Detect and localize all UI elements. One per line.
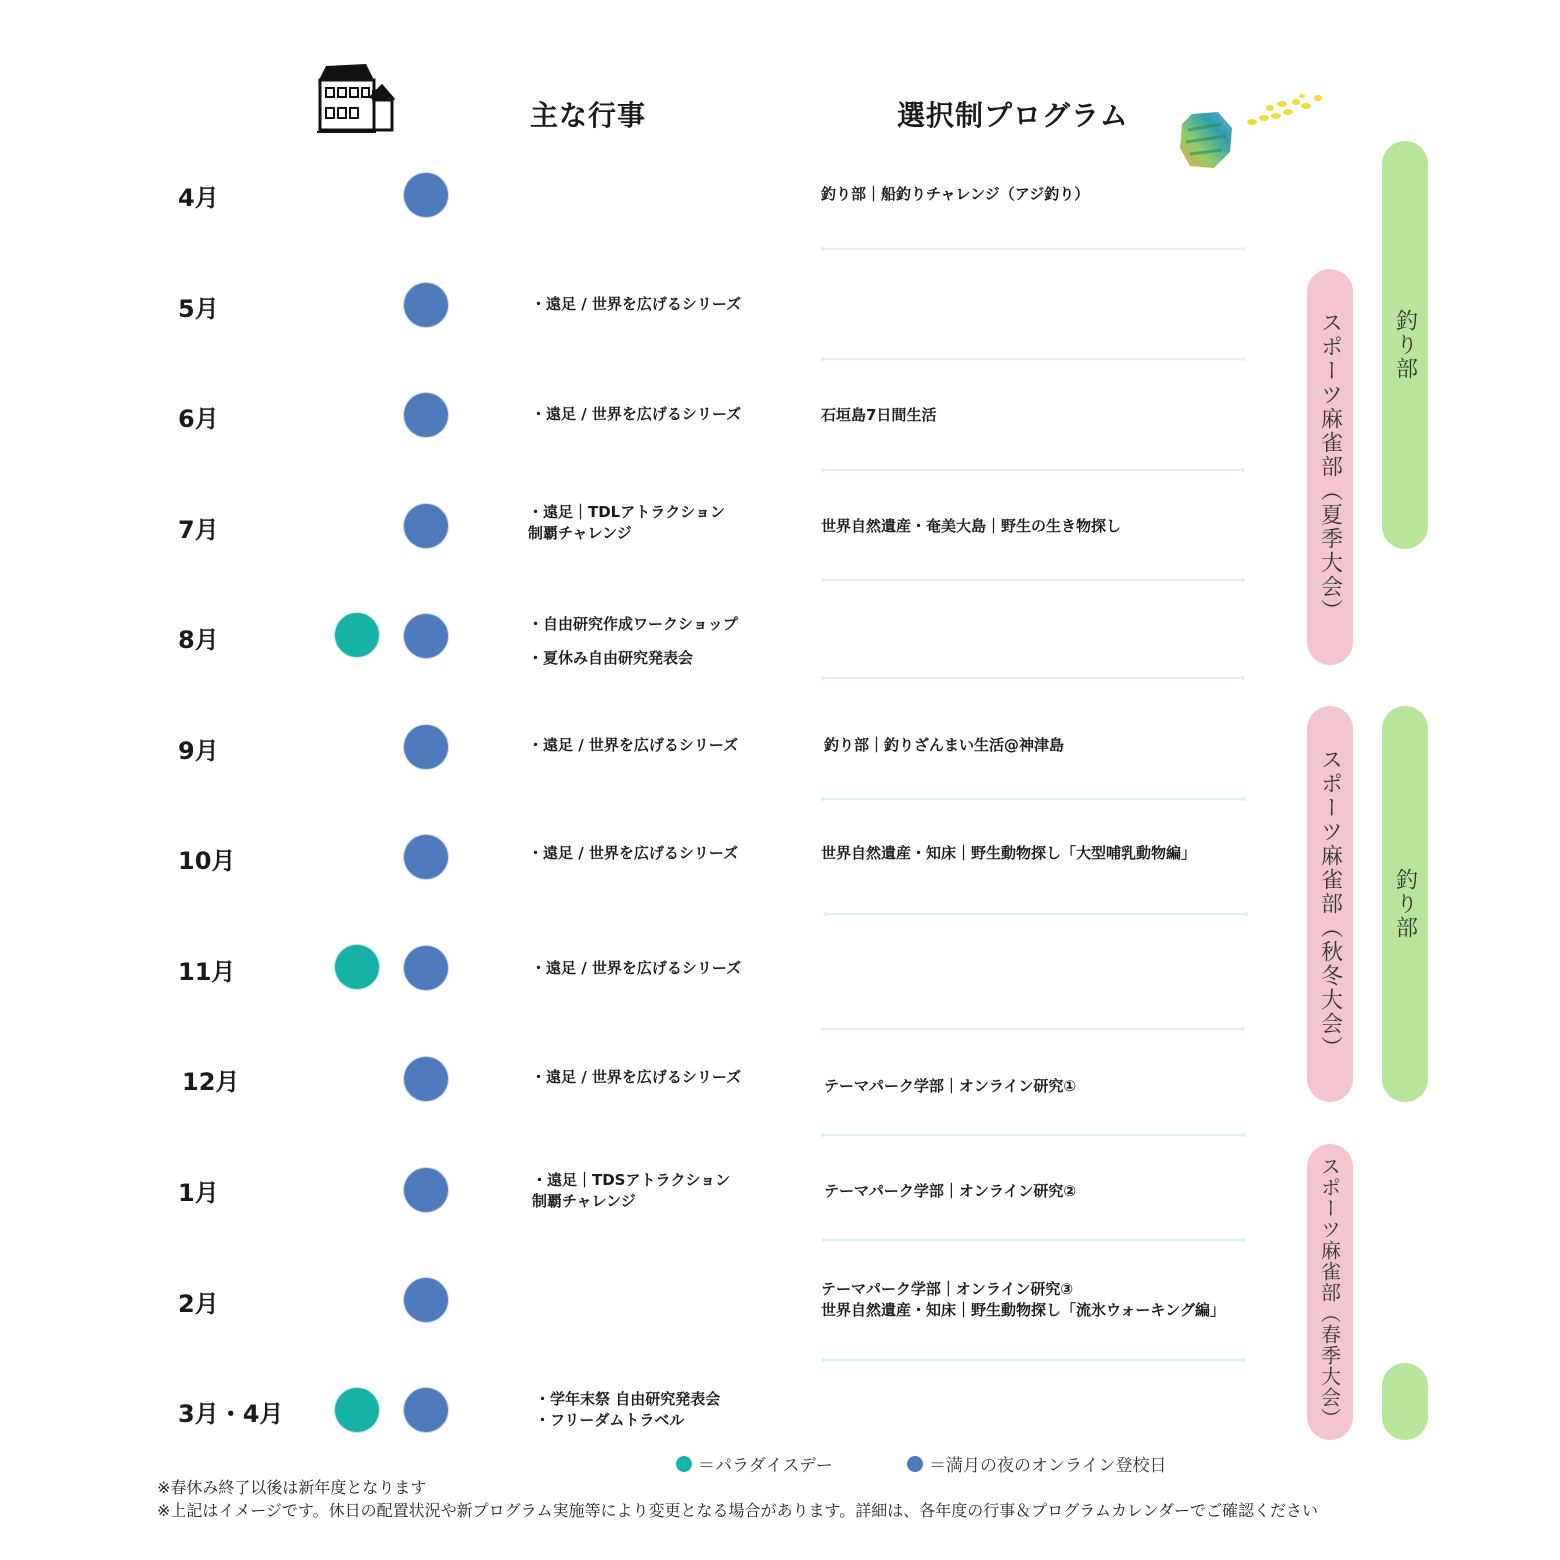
program-item: 石垣島7日間生活 xyxy=(821,406,937,424)
fishing-club-label: 釣り部 xyxy=(1392,309,1418,381)
month-label: 11月 xyxy=(178,958,236,986)
row-separator xyxy=(821,1359,1245,1361)
month-label: 12月 xyxy=(182,1068,240,1096)
program-item: 世界自然遺産・知床｜野生動物探し「大型哺乳動物編」 xyxy=(821,844,1197,862)
full-moon-dot xyxy=(404,1168,448,1212)
month-label: 7月 xyxy=(178,516,219,544)
school-building-icon xyxy=(312,58,398,136)
row-separator xyxy=(821,469,1245,471)
month-label: 1月 xyxy=(178,1179,219,1207)
event-item: ・遠足 / 世界を広げるシリーズ xyxy=(531,405,742,423)
mahjong-club-label: スポーツ麻雀部（夏季大会） xyxy=(1317,311,1343,623)
programs-header: 選択制プログラム xyxy=(897,99,1129,132)
paradise-day-dot xyxy=(335,945,379,989)
event-item: ・遠足 / 世界を広げるシリーズ xyxy=(531,295,742,313)
full-moon-dot xyxy=(404,1057,448,1101)
event-item: ・フリーダムトラベル xyxy=(535,1411,685,1429)
full-moon-dot xyxy=(404,1278,448,1322)
program-item: 世界自然遺産・知床｜野生動物探し「流氷ウォーキング編」 xyxy=(821,1301,1225,1319)
mahjong-club-label: スポーツ麻雀部（秋冬大会） xyxy=(1317,748,1343,1060)
month-label: 3月・4月 xyxy=(178,1400,284,1428)
footnote: ※上記はイメージです。休日の配置状況や新プログラム実施等により変更となる場合があります。詳細は、各年度の行事＆プログラムカレンダーでご確認ください xyxy=(157,1501,1319,1520)
fishing-club-bar xyxy=(1382,1363,1428,1440)
row-separator xyxy=(821,1239,1245,1241)
event-item: ・学年末祭 自由研究発表会 xyxy=(535,1390,721,1408)
month-label: 2月 xyxy=(178,1290,219,1318)
painted-planet-icon xyxy=(1178,110,1234,170)
row-separator xyxy=(821,677,1245,679)
paradise-day-dot xyxy=(335,1388,379,1432)
full-moon-dot xyxy=(404,504,448,548)
event-item: ・自由研究作成ワークショップ xyxy=(528,615,738,633)
legend-paradise xyxy=(676,1451,833,1476)
program-item: テーマパーク学部｜オンライン研究③ xyxy=(821,1280,1074,1298)
full-moon-dot xyxy=(404,1388,448,1432)
fishing-club-bar xyxy=(1382,141,1428,549)
footnote: ※春休み終了以後は新年度となります xyxy=(157,1478,427,1497)
paradise-day-dot xyxy=(335,613,379,657)
program-item: テーマパーク学部｜オンライン研究② xyxy=(824,1182,1077,1200)
row-separator xyxy=(821,248,1245,250)
event-item: ・遠足 / 世界を広げるシリーズ xyxy=(531,959,742,977)
row-separator xyxy=(821,1134,1245,1136)
full-moon-dot xyxy=(404,393,448,437)
row-separator xyxy=(824,913,1248,915)
full-moon-dot xyxy=(404,725,448,769)
mahjong-club-bar xyxy=(1307,706,1353,1102)
row-separator xyxy=(821,798,1245,800)
mahjong-club-label: スポーツ麻雀部（春季大会） xyxy=(1317,1155,1342,1429)
event-item: ・夏休み自由研究発表会 xyxy=(528,649,694,667)
event-item: ・遠足 / 世界を広げるシリーズ xyxy=(531,1068,742,1086)
program-item: テーマパーク学部｜オンライン研究① xyxy=(824,1077,1077,1095)
event-item: ・遠足｜TDLアトラクション xyxy=(528,503,725,521)
yellow-dots-icon xyxy=(1246,92,1328,128)
mahjong-club-bar xyxy=(1307,269,1353,665)
fishing-club-label: 釣り部 xyxy=(1392,868,1418,940)
month-label: 8月 xyxy=(178,626,219,654)
full-moon-dot xyxy=(404,283,448,327)
paradise-legend-dot xyxy=(676,1456,692,1472)
month-label: 10月 xyxy=(178,847,236,875)
row-separator xyxy=(821,358,1245,360)
program-item: 釣り部｜釣りざんまい生活@神津島 xyxy=(824,736,1065,754)
fullmoon-legend-label: ＝満月の夜のオンライン登校日 xyxy=(929,1456,1167,1476)
legend-fullmoon xyxy=(907,1451,1167,1476)
full-moon-dot xyxy=(404,946,448,990)
full-moon-dot xyxy=(404,835,448,879)
program-item: 釣り部｜船釣りチャレンジ（アジ釣り） xyxy=(821,185,1090,203)
event-item: 制覇チャレンジ xyxy=(528,524,632,542)
program-item: 世界自然遺産・奄美大島｜野生の生き物探し xyxy=(821,517,1122,535)
mahjong-club-bar xyxy=(1307,1144,1353,1440)
row-separator xyxy=(821,579,1245,581)
fullmoon-legend-dot xyxy=(907,1456,923,1472)
row-separator xyxy=(821,1028,1245,1030)
full-moon-dot xyxy=(404,173,448,217)
month-label: 5月 xyxy=(178,295,219,323)
event-item: 制覇チャレンジ xyxy=(532,1192,636,1210)
month-label: 9月 xyxy=(178,737,219,765)
month-label: 4月 xyxy=(178,184,219,212)
fishing-club-bar xyxy=(1382,706,1428,1102)
event-item: ・遠足 / 世界を広げるシリーズ xyxy=(528,844,739,862)
event-item: ・遠足｜TDSアトラクション xyxy=(532,1171,731,1189)
month-label: 6月 xyxy=(178,405,219,433)
full-moon-dot xyxy=(404,614,448,658)
paradise-legend-label: ＝パラダイスデー xyxy=(698,1456,833,1476)
event-item: ・遠足 / 世界を広げるシリーズ xyxy=(528,736,739,754)
events-header: 主な行事 xyxy=(530,99,647,132)
